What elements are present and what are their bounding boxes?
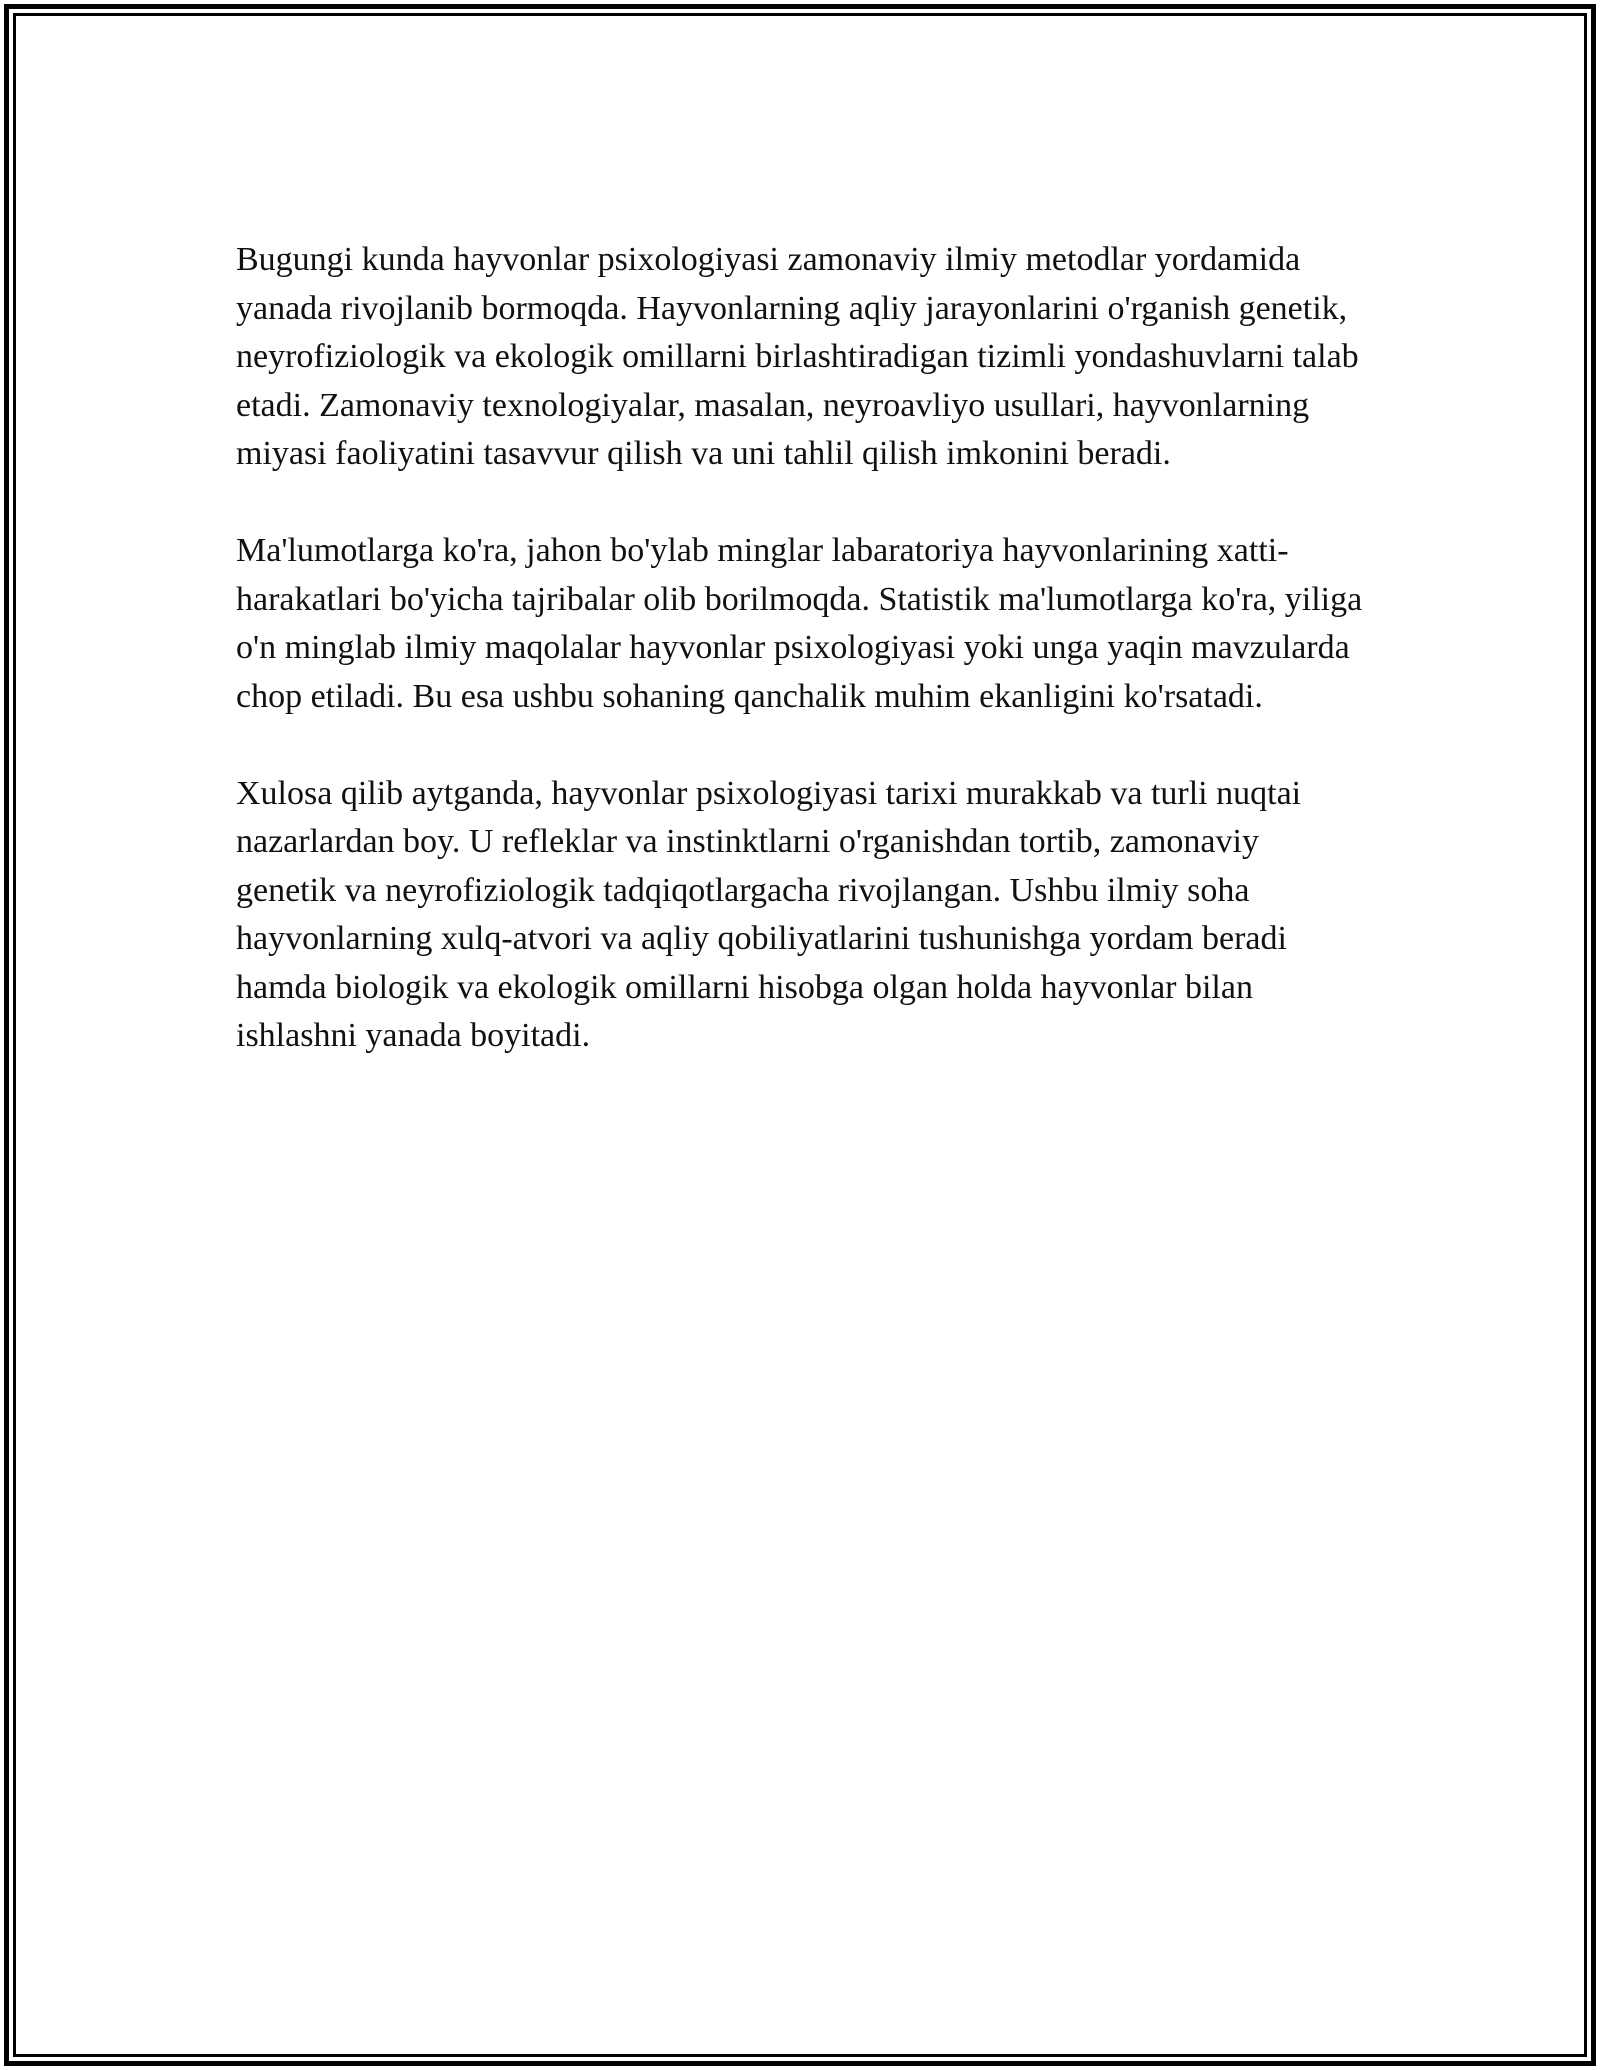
document-body [236,236,1366,1109]
paragraph-3: Xulosa qilib aytganda, hayvonlar psixologiyasi tarixi murakkab va turli nuqtai nazarlardan boy. U refleklar va instinktlarni o'rganishdan tortib, zamonaviy genetik va neyrofiziologik tadqiqotlargacha rivojlangan. Ushbu ilmiy soha hayvonlarning xulq-atvori va aqliy qobiliyatlarini tushunishga yordam beradi hamda biologik va ekologik omillarni hisobga olgan holda hayvonlar bilan ishlashni yanada boyitadi. [236,774,1302,1054]
paragraph-2: Ma'lumotlarga ko'ra, jahon bo'ylab minglar labaratoriya hayvonlarining xatti-harakatlari bo'yicha tajribalar olib borilmoqda. Statistik ma'lumotlarga ko'ra, yiliga o'n minglab ilmiy maqolalar hayvonlar psixologiyasi yoki unga yaqin mavzularda chop etiladi. Bu esa ushbu sohaning qanchalik muhim ekanligini ko'rsatadi. [236,532,1363,715]
paragraph-1: Bugungi kunda hayvonlar psixologiyasi zamonaviy ilmiy metodlar yordamida yanada rivojlanib bormoqda. Hayvonlarning aqliy jarayonlarini o'rganish genetik, neyrofiziologik va ekologik omillarni birlashtiradigan tizimli yondashuvlarni talab etadi. Zamonaviy texnologiyalar, masalan, neyroavliyo usullari, hayvonlarning miyasi faoliyatini tasavvur qilish va uni tahlil qilish imkonini beradi. [236,241,1359,472]
